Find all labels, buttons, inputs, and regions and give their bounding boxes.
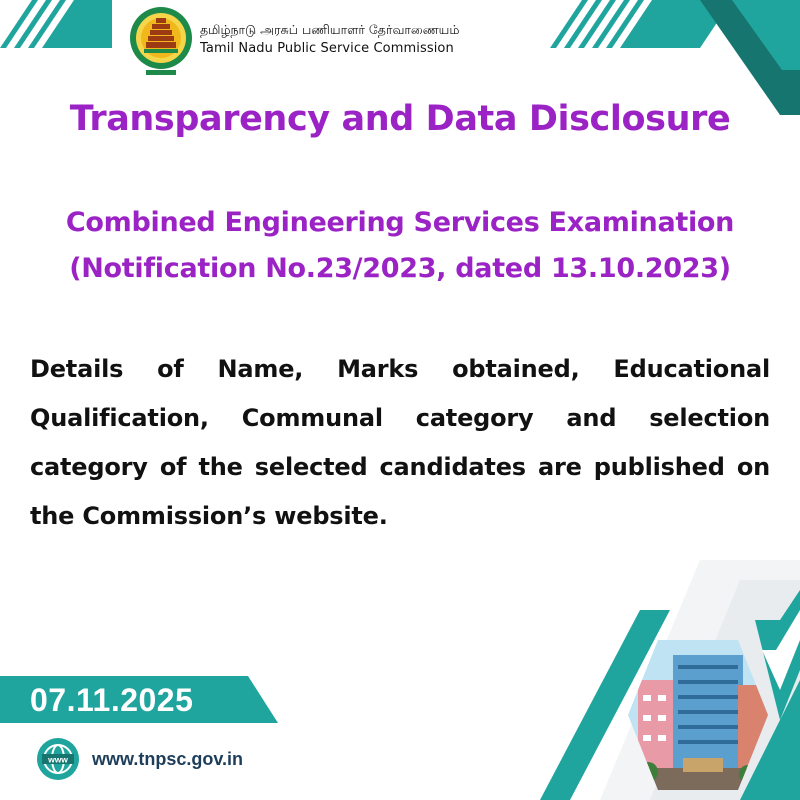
svg-text:www: www: [48, 754, 68, 765]
org-name-tamil: தமிழ்நாடு அரசுப் பணியாளர் தேர்வாணையம்: [200, 22, 460, 37]
disclosure-details: Details of Name, Marks obtained, Educational Qualification, Communal category and selection category of the selected candidates are published on the Commission’s website.: [30, 355, 770, 530]
website-url[interactable]: www.tnpsc.gov.in: [92, 748, 244, 769]
exam-name: Combined Engineering Services Examination: [65, 207, 735, 238]
tamil-nadu-emblem-icon: [128, 4, 194, 76]
notification-reference: (Notification No.23/2023, dated 13.10.2023): [69, 253, 731, 284]
page-title: Transparency and Data Disclosure: [69, 99, 731, 139]
globe-www-icon: [36, 737, 80, 781]
header: [128, 4, 459, 76]
date-banner: [0, 676, 278, 723]
exam-subtitle: [20, 200, 780, 292]
org-name-english: Tamil Nadu Public Service Commission: [200, 41, 454, 56]
decorative-stripes-top-left: [0, 0, 112, 50]
tnpsc-building-photo: [628, 640, 768, 790]
website-link[interactable]: [36, 737, 243, 781]
publish-date: 07.11.2025: [30, 682, 194, 718]
